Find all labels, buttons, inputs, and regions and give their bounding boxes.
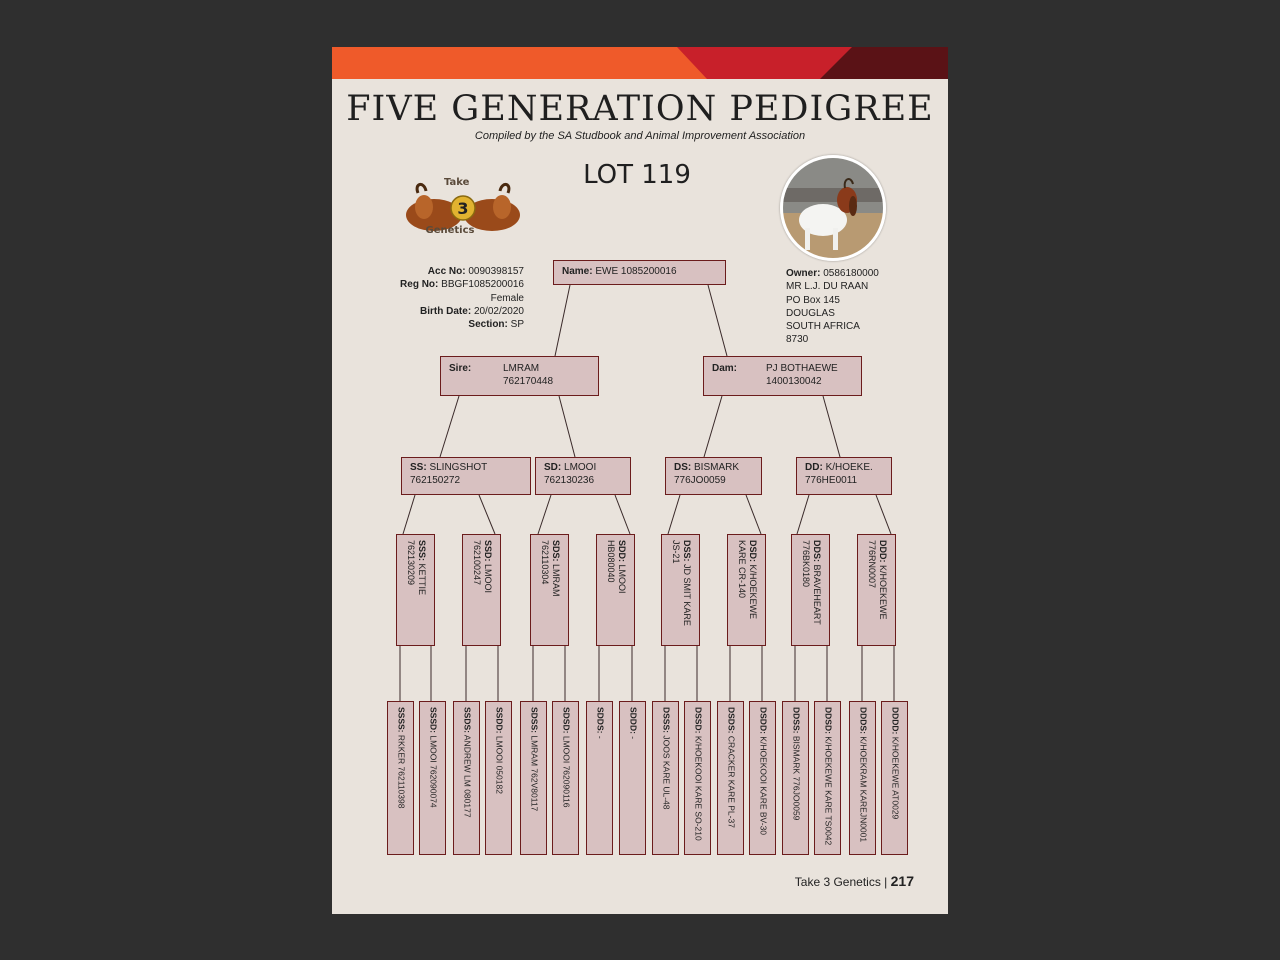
dss-label: DSS: (681, 540, 692, 562)
dam-label: Dam: (712, 363, 738, 374)
section-value: SP (510, 319, 524, 331)
dsdd-value: K/HOEKOOI KARE BV-30 (758, 736, 768, 836)
sd-reg: 762130236 (544, 474, 595, 486)
footer-text: Take 3 Genetics (794, 875, 881, 889)
sdss-label: SDSS: (529, 707, 539, 733)
dsd-label: DSD: (747, 540, 758, 562)
dss-name: JD SMIT KARE (681, 564, 692, 626)
owner-address-3: SOUTH AFRICA (786, 321, 860, 333)
dam-name: PJ BOTHAEWE (766, 363, 838, 374)
sdd-reg: HB080040 (605, 540, 616, 583)
ds-box (665, 457, 762, 495)
birth-label: Birth Date: (420, 305, 472, 317)
ssss-box (387, 701, 414, 855)
dsd-box (727, 534, 766, 646)
sdd-label: SDD: (616, 540, 627, 562)
sire-label: Sire: (449, 363, 472, 374)
ssd-label: SSD: (482, 540, 493, 562)
ssdd-value: LMOOI 050182 (494, 735, 504, 794)
sdds-label: SDDS: (595, 707, 605, 734)
dssd-value: K/HOEKOOI KARE SO-210 (693, 735, 703, 841)
dsds-value: CRACKER KARE PL-37 (726, 735, 736, 828)
ddss-box (782, 701, 809, 855)
logo-bottom-text: Genetics (425, 225, 475, 236)
dsd-name: K/HOEKEWE (747, 564, 758, 620)
owner-address-1: PO Box 145 (786, 294, 840, 306)
dds-box (791, 534, 830, 646)
ddds-value: K/HOEKRAM KAREJN0001 (858, 736, 868, 843)
ddss-value: BISMARK 776JO0059 (791, 735, 801, 821)
owner-address-2: DOUGLAS (786, 307, 835, 319)
sdds-value: - (595, 735, 605, 739)
sire-box (440, 356, 599, 396)
owner-name: MR L.J. DU RAAN (786, 281, 869, 293)
ddd-label: DDD: (877, 540, 888, 563)
ssds-value: ANDREW LM 080177 (462, 734, 472, 818)
dsss-label: DSSS: (661, 707, 671, 733)
sd-name: LMOOI (564, 462, 597, 473)
ddd-box (857, 534, 896, 646)
logo-top-text: Take (444, 177, 470, 188)
ss-reg: 762150272 (410, 474, 461, 486)
sds-name: LMRAM (550, 564, 561, 597)
dss-box (661, 534, 700, 646)
sss-box (396, 534, 435, 646)
ss-label: SS: (410, 462, 427, 473)
owner-address-4: 8730 (786, 334, 809, 346)
ss-box (401, 457, 531, 495)
sdds-box (586, 701, 613, 855)
sss-reg: 762130209 (405, 540, 416, 586)
dds-reg: 776BK0180 (800, 540, 811, 588)
sds-reg: 762110304 (539, 540, 550, 585)
ssss-label: SSSS: (396, 707, 406, 733)
dd-box (796, 457, 892, 495)
ss-name: SLINGSHOT (429, 462, 488, 473)
dsd-reg: KARE CR-140 (736, 540, 747, 599)
reg-label: Reg No: (400, 279, 439, 291)
sdsd-value: LMOOI 762090116 (561, 735, 571, 808)
ds-label: DS: (674, 462, 692, 473)
dd-reg: 776HE0011 (805, 474, 858, 486)
sd-label: SD: (544, 462, 562, 473)
dsss-box (652, 701, 679, 855)
dddd-box (881, 701, 908, 855)
sds-box (530, 534, 569, 646)
sss-name: KETTIE (416, 563, 427, 596)
sssd-value: LMOOI 762090074 (428, 735, 438, 808)
ssss-value: RKKER 762110398 (396, 734, 406, 809)
dsss-value: JOOS KARE UL-48 (661, 735, 671, 810)
dddd-value: K/HOEKEWE AT0029 (890, 736, 900, 820)
acc-label: Acc No: (427, 266, 466, 277)
sssd-label: SSSD: (428, 707, 438, 733)
ssd-reg: 762100247 (471, 540, 482, 586)
dd-name: K/HOEKE. (825, 462, 873, 473)
gen5-connectors (400, 646, 894, 701)
name-value: EWE 1085200016 (595, 266, 677, 277)
pedigree-page (332, 47, 948, 914)
sdsd-label: SDSD: (561, 707, 571, 734)
sddd-value: - (628, 736, 638, 740)
dd-label: DD: (805, 462, 823, 473)
ds-name: BISMARK (694, 462, 740, 473)
dssd-label: DSSD: (693, 707, 703, 734)
dds-label: DDS: (811, 540, 822, 562)
sddd-label: SDDD: (628, 707, 638, 734)
dds-name: BRAVEHEART (811, 564, 822, 625)
sddd-box (619, 701, 646, 855)
ddds-label: DDDS: (858, 707, 868, 734)
ddss-label: DDSS: (791, 707, 801, 734)
dam-reg: 1400130042 (766, 376, 822, 387)
page-footer (795, 873, 914, 889)
sire-name: LMRAM (503, 363, 540, 374)
sss-label: SSS: (416, 540, 427, 562)
sdd-box (596, 534, 635, 646)
ds-reg: 776JO0059 (674, 474, 726, 486)
ddsd-box (814, 701, 841, 855)
dsdd-box (749, 701, 776, 855)
sdd-name: LMOOI (616, 564, 627, 594)
name-box (553, 260, 726, 285)
ssdd-label: SSDD: (494, 707, 504, 734)
dsdd-label: DSDD: (758, 707, 768, 734)
sdss-box (520, 701, 547, 855)
sd-box (535, 457, 631, 495)
page-title: FIVE GENERATION PEDIGREE (346, 89, 934, 129)
reg-number: BBGF1085200016 (441, 279, 524, 291)
ssd-box (462, 534, 501, 646)
owner-label: Owner: (786, 268, 821, 279)
dddd-label: DDDD: (890, 707, 900, 735)
dsds-box (717, 701, 744, 855)
birth-date: 20/02/2020 (473, 305, 524, 317)
sex-value: Female (490, 292, 524, 304)
sdsd-box (552, 701, 579, 855)
ssds-label: SSDS: (462, 707, 472, 733)
page-subtitle: Compiled by the SA Studbook and Animal Improvement Association (474, 130, 806, 142)
ddd-name: K/HOEKEWE (877, 565, 888, 620)
ddsd-value: K/HOEKEWE KARE TS0042 (823, 736, 833, 846)
dam-box (703, 356, 862, 396)
name-label: Name: (562, 266, 593, 277)
ssd-name: LMOOI (482, 564, 493, 594)
ssds-box (453, 701, 480, 855)
ddds-box (849, 701, 876, 855)
dssd-box (684, 701, 711, 855)
sds-label: SDS: (550, 540, 561, 562)
owner-id: 0586180000 (823, 268, 879, 279)
sssd-box (419, 701, 446, 855)
sdss-value: LMRAM 762V80117 (529, 735, 539, 812)
ssdd-box (485, 701, 512, 855)
page-number: 217 (890, 873, 914, 889)
lot-number: LOT 119 (583, 160, 691, 190)
ddsd-label: DDSD: (823, 707, 833, 734)
footer-separator: | (884, 875, 888, 889)
dsds-label: DSDS: (726, 707, 736, 734)
ddd-reg: 776RN0007 (866, 540, 877, 589)
sire-reg: 762170448 (503, 376, 554, 387)
logo-number: 3 (457, 199, 469, 218)
section-label: Section: (468, 319, 508, 331)
acc-number: 0090398157 (468, 266, 524, 277)
dss-reg: JS-21 (670, 540, 681, 564)
